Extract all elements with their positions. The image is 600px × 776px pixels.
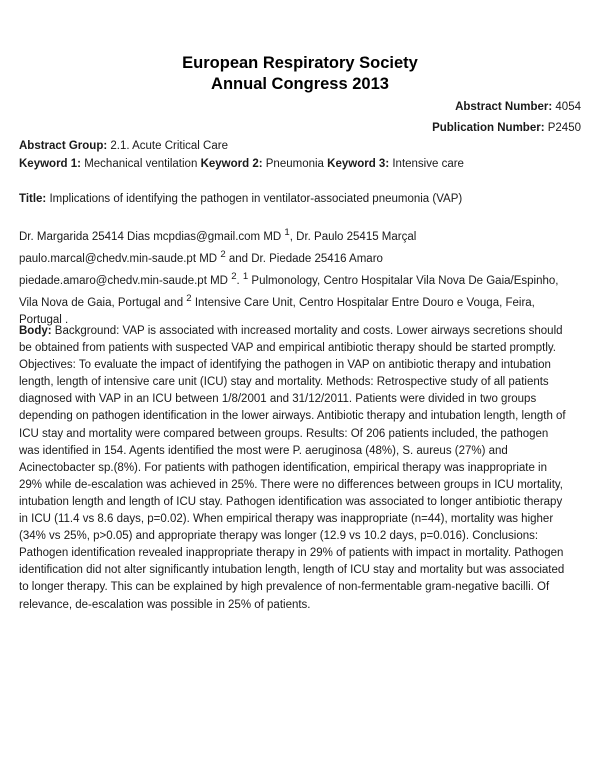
abstract-group <box>19 139 228 153</box>
keyword-3-value: Intensive care <box>392 158 464 170</box>
body-line: in ICU (11.4 vs 8.6 days, p=0.02). When empirical therapy was inappropriate (n=44), mortality was higher <box>19 513 554 526</box>
author-1: Dr. Margarida 25414 Dias mcpdias@gmail.com MD <box>19 230 282 243</box>
abstract-number <box>455 100 581 114</box>
keyword-1-value: Mechanical ventilation <box>84 158 198 170</box>
keyword-1-label: Keyword 1: <box>19 158 81 170</box>
affiliation-1-marker: 1 <box>242 270 249 282</box>
keywords <box>19 157 464 171</box>
authors-line-2 <box>19 246 584 268</box>
affiliation-2-marker: 2 <box>186 292 192 304</box>
publication-number-value: P2450 <box>547 122 581 134</box>
affiliation-2-continued: Portugal . <box>19 313 69 326</box>
authors-line-3: piedade.amaro@chedv.min-saude.pt MD $^2$. $^1$ Pulmonology, Centro Hospitalar Vila Nova De Gaia/Espinho, <box>19 270 559 287</box>
keyword-3-label: Keyword 3: <box>327 158 390 170</box>
publication-number-label: Publication Number: <box>432 122 545 134</box>
author-3-affiliation: 2 <box>231 270 237 282</box>
body-line: length, length of intensive care unit (ICU) stay and mortality. Methods: Retrospective study of all patients <box>19 376 549 389</box>
abstract-title-text: Implications of identifying the pathogen in ventilator-associated pneumonia (VAP) <box>49 193 463 205</box>
keyword-2-label: Keyword 2: <box>200 158 263 170</box>
body-line: relevance, de-escalation was possible in 25% of patients. <box>19 598 311 611</box>
publication-number <box>432 121 581 135</box>
congress-title <box>0 53 600 95</box>
authors-block <box>19 224 584 329</box>
affiliation-1: Pulmonology, Centro Hospitalar Vila Nova De Gaia/Espinho, <box>248 274 559 287</box>
body-line: was identified in 154. Agents identified the most were P. aeruginosa (48%), S. aureus (27%) and <box>19 444 508 457</box>
author-3-email: piedade.amaro@chedv.min-saude.pt MD <box>19 274 228 287</box>
body-line: to longer therapy. This can be explained by high prevalence of non-fermentable gram-negative bacilli. Of <box>19 581 550 594</box>
body-line: Acinectobacter sp.(8%). For patients with pathogen identification, empirical therapy was inappropriate in <box>19 461 548 474</box>
authors-line-1 <box>19 224 584 246</box>
abstract-number-label: Abstract Number: <box>455 101 553 113</box>
author-1-affiliation: 1 <box>284 227 290 238</box>
abstract-group-label: Abstract Group: <box>19 140 108 152</box>
abstract-title-label: Title: <box>19 193 47 205</box>
congress-title-line-2: Annual Congress 2013 <box>211 75 389 93</box>
body-label: Body: <box>19 325 52 337</box>
author-2-affiliation: 2 <box>220 248 226 260</box>
authors-line-4 <box>19 290 584 312</box>
body-line <box>19 323 584 340</box>
abstract-body <box>19 323 584 614</box>
affiliation-1-continued: Vila Nova de Gaia, Portugal and <box>19 296 184 309</box>
author-2-email: paulo.marcal@chedv.min-saude.pt MD <box>19 252 218 265</box>
body-line: Objectives: To evaluate the impact of identifying the pathogen in VAP on antibiotic therapy and intubation <box>19 359 551 372</box>
body-line: identification did not alter significantly intubation length, length of ICU stay and mortality but was associated <box>19 564 565 577</box>
author-2: , Dr. Paulo 25415 Marçal <box>289 230 417 243</box>
body-line: Pathogen identification revealed inappropriate therapy in 29% of patients with impact in mortality. Pathogen <box>19 547 564 560</box>
abstract-title <box>19 192 462 206</box>
body-line: be obtained from patients with suspected VAP and empirical antibiotic therapy should be started promptly. <box>19 342 556 355</box>
body-line: diagnosed with VAP in an ICU between 1/8/2001 and 31/12/2011. Patients were divided in two groups <box>19 393 537 406</box>
body-line: depending on pathogen identification in the lower airways. Antibiotic therapy and intubation length, length of <box>19 410 566 423</box>
body-line: 29% while de-escalation was achieved in 25%. There were no differences between groups in ICU mortality, <box>19 478 563 491</box>
author-3: and Dr. Piedade 25416 Amaro <box>225 252 383 265</box>
abstract-group-value: 2.1. Acute Critical Care <box>110 140 228 152</box>
body-line: intubation length and length of ICU stay. Pathogen identification was associated to longer antibiotic therapy <box>19 495 563 508</box>
abstract-number-value: 4054 <box>555 101 581 113</box>
keyword-2-value: Pneumonia <box>265 158 324 170</box>
affiliation-2: Intensive Care Unit, Centro Hospitalar Entre Douro e Vouga, Feira, <box>191 296 535 309</box>
body-text: Background: VAP is associated with increased mortality and costs. Lower airways secretions should <box>51 325 563 337</box>
body-line: ICU stay and mortality were compared between groups. Results: Of 206 patients included, the pathogen <box>19 427 549 440</box>
congress-title-line-1: European Respiratory Society <box>182 54 418 72</box>
body-line: (34% vs 25%, p>0.05) and appropriate therapy was longer (12.9 vs 10.2 days, p=0.016). Conclusions: <box>19 530 539 543</box>
